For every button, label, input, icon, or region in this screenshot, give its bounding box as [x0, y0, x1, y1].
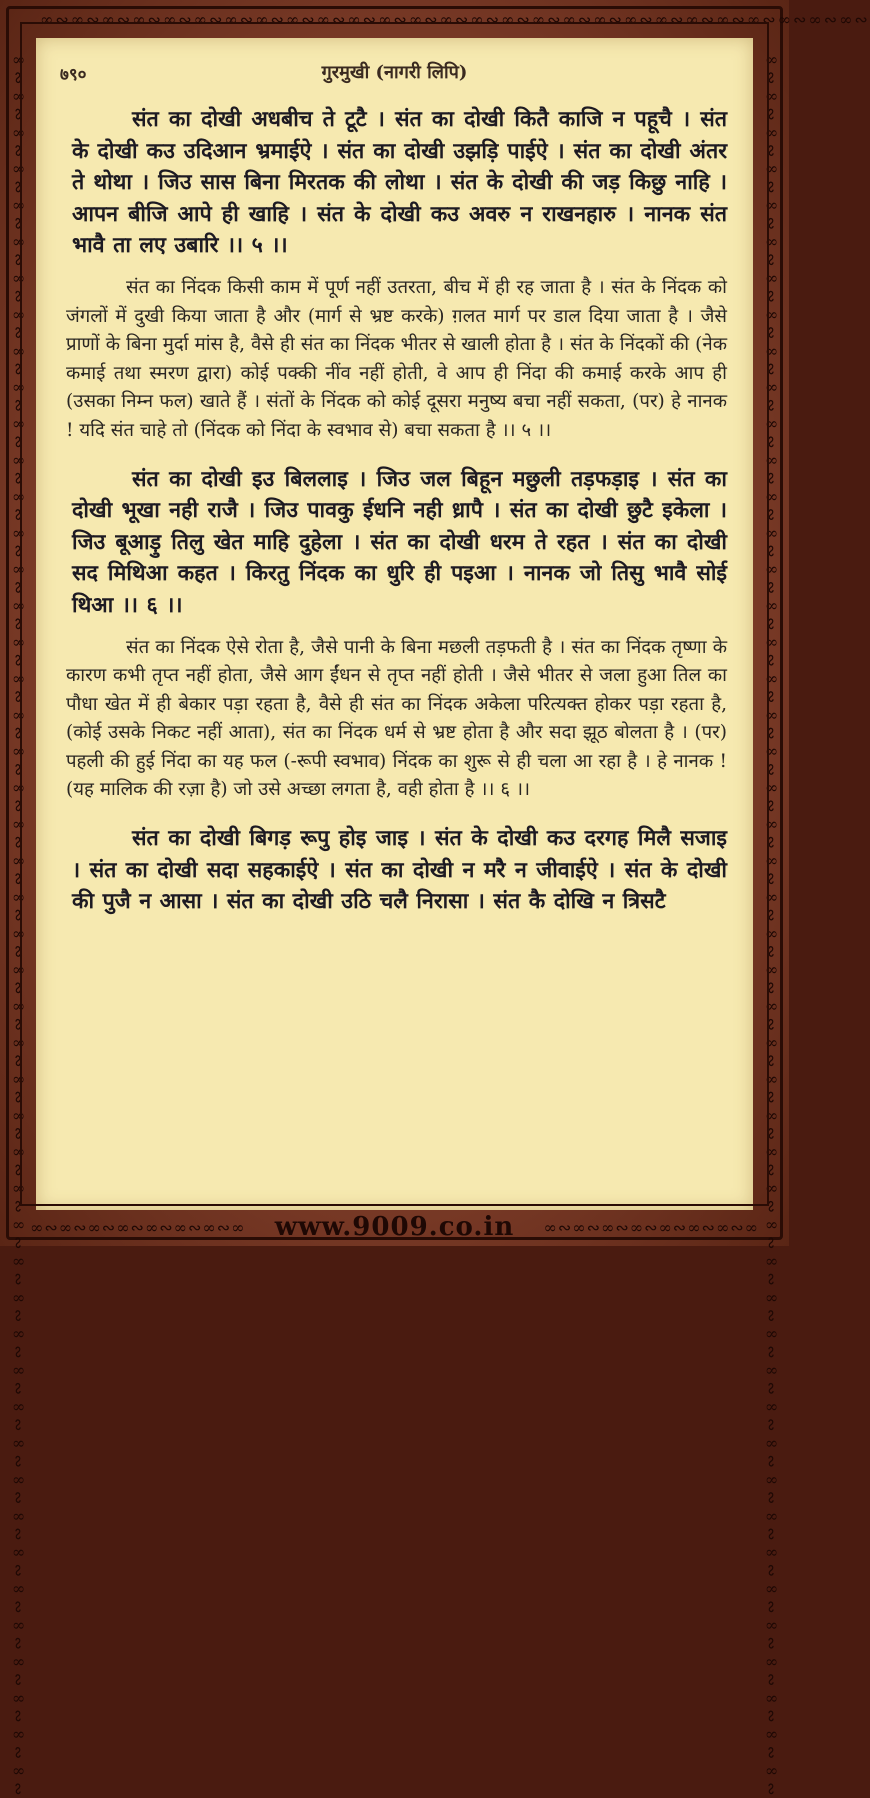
frame-right-ornament: ∞∾∞∾∞∾∞∾∞∾∞∾∞∾∞∾∞∾∞∾∞∾∞∾∞∾∞∾∞∾∞∾∞∾∞∾∞∾∞∾∞∾∞∾∞∾∞∾∞∾∞∾∞∾∞∾∞∾∞∾∞∾∞∾∞∾∞∾∞∾∞∾∞∾∞∾∞∾∞∾∞∾∞∾∞∾∞∾∞∾∞∾∞∾∞∾	[762, 50, 781, 1798]
page-footer	[0, 1210, 789, 1246]
verse-7: संत का दोखी बिगड़ रूपु होइ जाइ । संत के दोखी कउ दरगह मिलै सजाइ । संत का दोखी सदा सहकाईऐ । संत का दोखी न मरै न जीवाईऐ । संत के दोखी की पुजै न आसा । संत का दोखी उठि चलै निरासा । संत कै दोखि न त्रिसटै	[72, 826, 727, 915]
verse-6: संत का दोखी इउ बिललाइ । जिउ जल बिहून मछुली तड़फड़ाइ । संत का दोखी भूखा नही राजै । जिउ पावकु ईधनि नही ध्रापै । संत का दोखी छुटै इकेला । जिउ बूआड़ु तिलु खेत माहि दुहेला । संत का दोखी धरम ते रहत । संत का दोखी सद मिथिआ कहत । किरतु निंदक का धुरि ही पइआ । नानक जो तिसु भावै सोई थिआ ।। ६ ।।	[72, 466, 727, 618]
footer-right-ornament: ∞∾∞∾∞∾∞∾∞∾∞∾∞∾∞	[543, 1218, 759, 1237]
frame-left-ornament: ∞∾∞∾∞∾∞∾∞∾∞∾∞∾∞∾∞∾∞∾∞∾∞∾∞∾∞∾∞∾∞∾∞∾∞∾∞∾∞∾∞∾∞∾∞∾∞∾∞∾∞∾∞∾∞∾∞∾∞∾∞∾∞∾∞∾∞∾∞∾∞∾∞∾∞∾∞∾∞∾∞∾∞∾∞∾∞∾∞∾∞∾∞∾∞∾	[9, 50, 28, 1798]
translation-5: संत का निंदक किसी काम में पूर्ण नहीं उतरता, बीच में ही रह जाता है । संत के निंदक को जंगलों में दुखी किया जाता है और (मार्ग से भ्रष्ट करके) ग़लत मार्ग पर डाल दिया जाता है । जैसे प्राणों के बिना मुर्दा मांस है, वैसे ही संत का निंदक भीतर से खाली होता है । संत के निंदकों की (नेक कमाई तथा स्मरण द्वारा) कोई पक्की नींव नहीं होती, वे आप ही निंदा की कमाई करके आप ही (उसका निम्न फल) खाते हैं । संतों के निंदक को कोई दूसरा मनुष्य बचा नहीं सकता, (पर) हे नानक ! यदि संत चाहे तो (निंदक को निंदा के स्वभाव से) बचा सकता है ।। ५ ।।	[66, 276, 727, 441]
translation-6: संत का निंदक ऐसे रोता है, जैसे पानी के बिना मछली तड़फती है । संत का निंदक तृष्णा के कारण कभी तृप्त नहीं होता, जैसे आग ईंधन से तृप्त नहीं होती । जैसे भीतर से जला हुआ तिल का पौधा खेत में ही बेकार पड़ा रहता है, वैसे ही संत का निंदक अकेला परित्यक्त होकर पड़ा रहता है, (कोई उसके निकट नहीं आता), संत का निंदक धर्म से भ्रष्ट होता है और सदा झूठ बोलता है । (पर) पहली की हुई निंदा का यह फल (-रूपी स्वभाव) निंदक का शुरू से ही चला आ रहा है । हे नानक ! (यह मालिक की रज़ा है) जो उसे अच्छा लगता है, वही होता है ।। ६ ।।	[66, 636, 727, 801]
page-header	[36, 38, 753, 94]
footer-left-ornament: ∞∾∞∾∞∾∞∾∞∾∞∾∞∾∞	[30, 1218, 246, 1237]
page-number: ७९०	[60, 65, 87, 85]
frame-top-ornament: ∞∾∞∾∞∾∞∾∞∾∞∾∞∾∞∾∞∾∞∾∞∾∞∾∞∾∞∾∞∾∞∾∞∾∞∾∞∾∞∾∞∾∞∾∞∾∞∾∞∾∞∾∞∾	[40, 10, 870, 29]
verse-5: संत का दोखी अधबीच ते टूटै । संत का दोखी कितै काजि न पहूचै । संत के दोखी कउ उदिआन भ्रमाईऐ । संत का दोखी उझड़ि पाईऐ । संत का दोखी अंतर ते थोथा । जिउ सास बिना मिरतक की लोथा । संत के दोखी की जड़ किछु नाहि । आपन बीजि आपे ही खाहि । संत के दोखी कउ अवरु न राखनहारु । नानक संत भावै ता लए उबारि ।। ५ ।।	[72, 107, 728, 259]
scripture-page	[36, 38, 753, 1210]
page-title: गुरमुखी (नागरी लिपि)	[321, 62, 468, 83]
website-link[interactable]: www.9009.co.in	[274, 1212, 515, 1242]
